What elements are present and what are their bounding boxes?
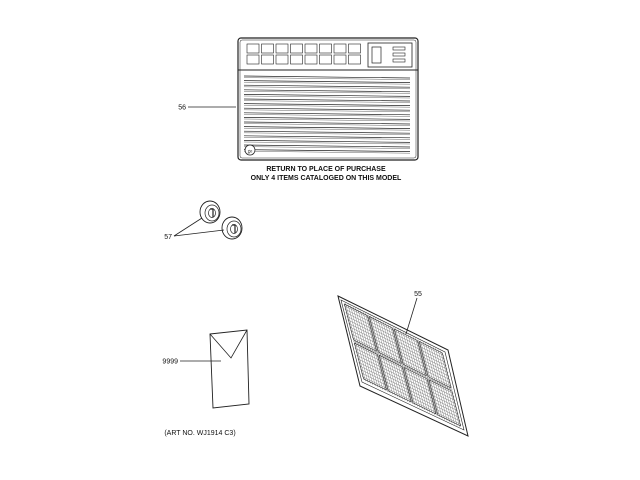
ge-logo — [245, 145, 255, 155]
callout-55-label: 55 — [414, 291, 422, 298]
art-number: (ART NO. WJ1914 C3) — [164, 430, 236, 437]
literature-envelope[interactable] — [210, 330, 249, 408]
control-panel — [368, 43, 412, 67]
knob-lower[interactable] — [222, 217, 242, 239]
air-conditioner-unit[interactable] — [238, 38, 418, 160]
callout-56-label: 56 — [178, 104, 186, 112]
note-line-1: RETURN TO PLACE OF PURCHASE — [266, 166, 386, 173]
callout-9999-label: 9999 — [162, 358, 178, 366]
air-filter[interactable] — [338, 296, 468, 436]
callout-55 — [406, 291, 422, 334]
svg-text:ge: ge — [247, 149, 253, 155]
callout-57-label: 57 — [164, 234, 172, 241]
note-line-2: ONLY 4 ITEMS CATALOGED ON THIS MODEL — [250, 175, 402, 182]
knob-upper[interactable] — [200, 201, 220, 223]
callout-56 — [178, 105, 236, 112]
